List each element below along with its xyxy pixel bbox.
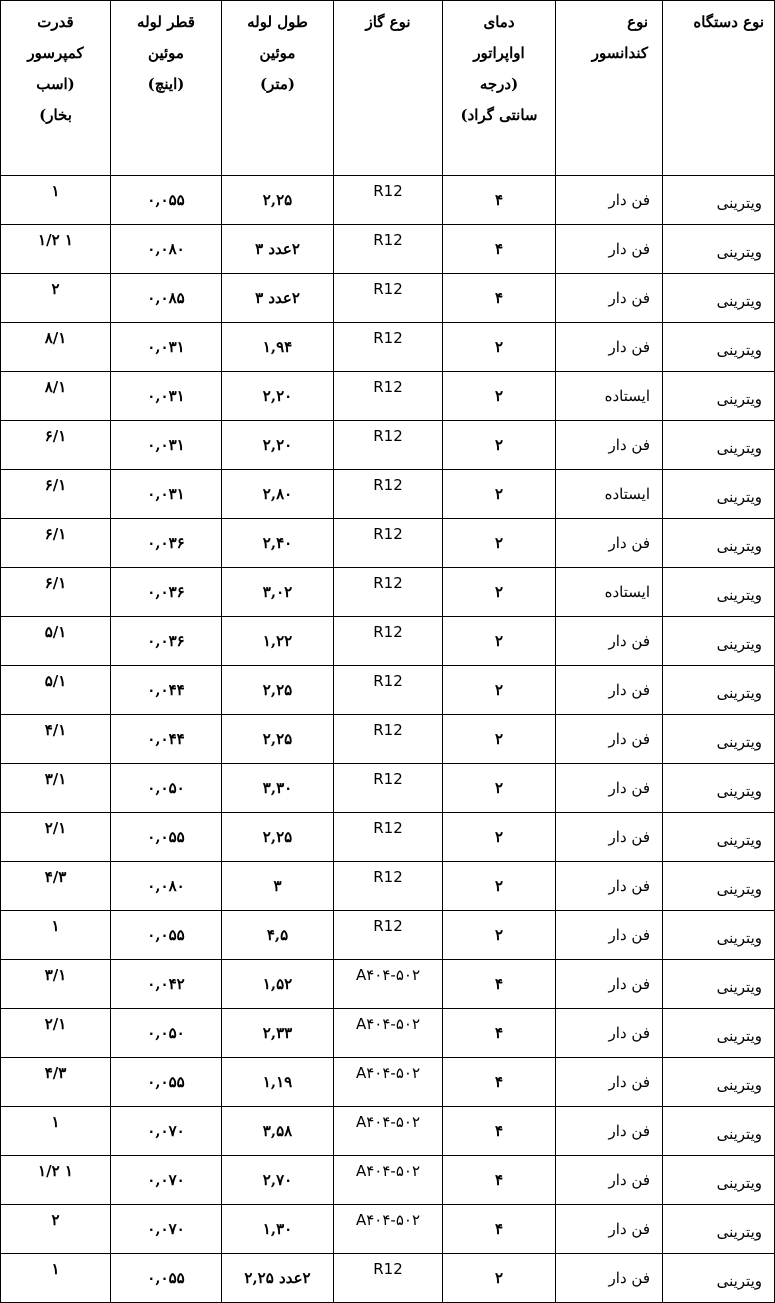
cell-compressor-power: ۵/۱ [1, 666, 111, 715]
cell-gas-type: R12 [334, 666, 443, 715]
header-line: طول لوله [247, 13, 308, 31]
cell-compressor-power: ۶/۱ [1, 470, 111, 519]
cell-device-type: ویترینی [663, 764, 775, 813]
cell-compressor-power: ۱ [1, 1107, 111, 1156]
cell-tube-diameter: ۰,۰۴۲ [111, 960, 222, 1009]
cell-compressor-power: ۴/۱ [1, 715, 111, 764]
cell-gas-type: R12 [334, 715, 443, 764]
cell-device-type: ویترینی [663, 911, 775, 960]
header-evaporator-temp [443, 1, 556, 176]
cell-compressor-power: ۴/۳ [1, 1058, 111, 1107]
cell-evaporator-temp: ۲ [443, 1254, 556, 1303]
cell-compressor-power: ۲/۱ [1, 1009, 111, 1058]
cell-device-type: ویترینی [663, 176, 775, 225]
cell-gas-type: A۴۰۴-۵۰۲ [334, 1205, 443, 1254]
table-row [1, 666, 775, 715]
cell-compressor-power: ۱ [1, 1254, 111, 1303]
cell-compressor-power: ۴/۳ [1, 862, 111, 911]
cell-compressor-power: ۸/۱ [1, 372, 111, 421]
cell-device-type: ویترینی [663, 421, 775, 470]
table-row [1, 519, 775, 568]
cell-condenser-type: فن دار [556, 666, 663, 715]
cell-compressor-power: ۱ ۱/۲ [1, 225, 111, 274]
cell-tube-length: ۱,۲۲ [222, 617, 334, 666]
cell-tube-diameter: ۰,۰۸۰ [111, 862, 222, 911]
cell-condenser-type: فن دار [556, 421, 663, 470]
table-row [1, 421, 775, 470]
cell-compressor-power: ۵/۱ [1, 617, 111, 666]
cell-condenser-type: فن دار [556, 764, 663, 813]
cell-evaporator-temp: ۴ [443, 274, 556, 323]
cell-tube-length: ۱,۱۹ [222, 1058, 334, 1107]
cell-device-type: ویترینی [663, 519, 775, 568]
cell-compressor-power: ۸/۱ [1, 323, 111, 372]
cell-device-type: ویترینی [663, 1156, 775, 1205]
cell-gas-type: A۴۰۴-۵۰۲ [334, 1156, 443, 1205]
header-line: (درجه [479, 75, 519, 93]
cell-tube-length: ۲,۷۰ [222, 1156, 334, 1205]
header-condenser-type [556, 1, 663, 176]
table-row [1, 1107, 775, 1156]
cell-compressor-power: ۳/۱ [1, 960, 111, 1009]
cell-compressor-power: ۳/۱ [1, 764, 111, 813]
cell-device-type: ویترینی [663, 960, 775, 1009]
header-line: موئین [148, 44, 184, 62]
cell-condenser-type: فن دار [556, 1058, 663, 1107]
table-row [1, 323, 775, 372]
cell-tube-length: ۳,۰۲ [222, 568, 334, 617]
cell-condenser-type: فن دار [556, 274, 663, 323]
cell-device-type: ویترینی [663, 617, 775, 666]
cell-device-type: ویترینی [663, 274, 775, 323]
cell-compressor-power: ۶/۱ [1, 568, 111, 617]
cell-device-type: ویترینی [663, 323, 775, 372]
cell-condenser-type: فن دار [556, 862, 663, 911]
cell-tube-length: ۲عدد ۲,۲۵ [222, 1254, 334, 1303]
cell-compressor-power: ۶/۱ [1, 421, 111, 470]
cell-condenser-type: ایستاده [556, 372, 663, 421]
cell-tube-diameter: ۰,۰۳۱ [111, 372, 222, 421]
cell-device-type: ویترینی [663, 1107, 775, 1156]
cell-device-type: ویترینی [663, 225, 775, 274]
header-line: قطر لوله [137, 13, 195, 31]
header-line: اواپراتور [473, 44, 525, 62]
cell-evaporator-temp: ۴ [443, 1058, 556, 1107]
cell-tube-diameter: ۰,۰۵۵ [111, 1254, 222, 1303]
cell-evaporator-temp: ۴ [443, 225, 556, 274]
cell-gas-type: R12 [334, 225, 443, 274]
header-line: بخار) [39, 106, 72, 124]
table-body [1, 176, 775, 1303]
cell-device-type: ویترینی [663, 1205, 775, 1254]
cell-tube-diameter: ۰,۰۵۰ [111, 1009, 222, 1058]
table-row [1, 1254, 775, 1303]
cell-tube-length: ۳,۳۰ [222, 764, 334, 813]
cell-compressor-power: ۲ [1, 274, 111, 323]
cell-tube-length: ۲,۲۰ [222, 372, 334, 421]
header-line: کندانسور [591, 44, 648, 62]
table-row [1, 862, 775, 911]
header-tube-diameter [111, 1, 222, 176]
cell-gas-type: A۴۰۴-۵۰۲ [334, 1058, 443, 1107]
table-row [1, 1156, 775, 1205]
cell-tube-diameter: ۰,۰۴۴ [111, 666, 222, 715]
header-line: (اسب [36, 75, 75, 93]
cell-tube-length: ۳ [222, 862, 334, 911]
cell-tube-diameter: ۰,۰۳۱ [111, 323, 222, 372]
cell-gas-type: R12 [334, 911, 443, 960]
cell-tube-length: ۲,۲۵ [222, 176, 334, 225]
cell-condenser-type: فن دار [556, 960, 663, 1009]
cell-condenser-type: فن دار [556, 1254, 663, 1303]
header-tube-length [222, 1, 334, 176]
cell-tube-length: ۱,۹۴ [222, 323, 334, 372]
cell-condenser-type: فن دار [556, 519, 663, 568]
cell-evaporator-temp: ۲ [443, 911, 556, 960]
cell-evaporator-temp: ۲ [443, 323, 556, 372]
cell-tube-length: ۲عدد ۳ [222, 225, 334, 274]
cell-tube-length: ۲,۲۵ [222, 715, 334, 764]
cell-evaporator-temp: ۲ [443, 666, 556, 715]
cell-gas-type: R12 [334, 323, 443, 372]
header-device-type [663, 1, 775, 176]
cell-tube-length: ۲,۸۰ [222, 470, 334, 519]
cell-condenser-type: فن دار [556, 1156, 663, 1205]
cell-gas-type: R12 [334, 372, 443, 421]
cell-evaporator-temp: ۴ [443, 1156, 556, 1205]
cell-evaporator-temp: ۲ [443, 519, 556, 568]
header-line: کمپرسور [27, 44, 84, 62]
cell-compressor-power: ۶/۱ [1, 519, 111, 568]
table-row [1, 617, 775, 666]
header-line: (اینچ) [147, 75, 185, 93]
cell-device-type: ویترینی [663, 1009, 775, 1058]
cell-evaporator-temp: ۴ [443, 176, 556, 225]
cell-condenser-type: فن دار [556, 176, 663, 225]
cell-compressor-power: ۲/۱ [1, 813, 111, 862]
cell-tube-length: ۱,۳۰ [222, 1205, 334, 1254]
table-row [1, 715, 775, 764]
cell-gas-type: R12 [334, 764, 443, 813]
cell-gas-type: R12 [334, 617, 443, 666]
table-row [1, 372, 775, 421]
cell-gas-type: R12 [334, 470, 443, 519]
header-gas-type [334, 1, 443, 176]
header-line: موئین [259, 44, 296, 62]
table-row [1, 1205, 775, 1254]
header-compressor-power [1, 1, 111, 176]
cell-tube-length: ۲,۳۳ [222, 1009, 334, 1058]
cell-condenser-type: فن دار [556, 1009, 663, 1058]
cell-device-type: ویترینی [663, 568, 775, 617]
cell-device-type: ویترینی [663, 470, 775, 519]
cell-tube-diameter: ۰,۰۳۱ [111, 470, 222, 519]
cell-tube-length: ۲عدد ۳ [222, 274, 334, 323]
table-row [1, 1009, 775, 1058]
cell-tube-length: ۲,۲۵ [222, 813, 334, 862]
cell-condenser-type: فن دار [556, 911, 663, 960]
table-row [1, 813, 775, 862]
cell-device-type: ویترینی [663, 372, 775, 421]
header-line: سانتی گراد) [460, 106, 538, 124]
cell-evaporator-temp: ۲ [443, 862, 556, 911]
cell-device-type: ویترینی [663, 862, 775, 911]
cell-tube-diameter: ۰,۰۵۵ [111, 1058, 222, 1107]
cell-evaporator-temp: ۴ [443, 960, 556, 1009]
cell-evaporator-temp: ۲ [443, 764, 556, 813]
cell-condenser-type: فن دار [556, 715, 663, 764]
table-row [1, 274, 775, 323]
cell-tube-diameter: ۰,۰۵۵ [111, 176, 222, 225]
cell-tube-diameter: ۰,۰۳۶ [111, 519, 222, 568]
header-row [1, 1, 775, 176]
cell-gas-type: A۴۰۴-۵۰۲ [334, 960, 443, 1009]
cell-compressor-power: ۱ [1, 176, 111, 225]
cell-evaporator-temp: ۲ [443, 568, 556, 617]
cell-tube-diameter: ۰,۰۵۵ [111, 911, 222, 960]
cell-compressor-power: ۱ [1, 911, 111, 960]
cell-tube-diameter: ۰,۰۸۰ [111, 225, 222, 274]
table-row [1, 911, 775, 960]
cell-tube-length: ۲,۲۰ [222, 421, 334, 470]
cell-tube-length: ۲,۴۰ [222, 519, 334, 568]
cell-tube-diameter: ۰,۰۷۰ [111, 1205, 222, 1254]
cell-gas-type: A۴۰۴-۵۰۲ [334, 1107, 443, 1156]
cell-gas-type: R12 [334, 421, 443, 470]
header-line: قدرت [37, 13, 74, 31]
cell-tube-length: ۲,۲۵ [222, 666, 334, 715]
header-line: (متر) [259, 75, 296, 93]
cell-tube-diameter: ۰,۰۳۶ [111, 617, 222, 666]
cell-compressor-power: ۲ [1, 1205, 111, 1254]
cell-evaporator-temp: ۲ [443, 421, 556, 470]
cell-tube-diameter: ۰,۰۴۴ [111, 715, 222, 764]
cell-device-type: ویترینی [663, 1254, 775, 1303]
cell-gas-type: R12 [334, 813, 443, 862]
cell-tube-diameter: ۰,۰۳۱ [111, 421, 222, 470]
table-row [1, 470, 775, 519]
cell-device-type: ویترینی [663, 715, 775, 764]
cell-condenser-type: فن دار [556, 617, 663, 666]
cell-condenser-type: فن دار [556, 225, 663, 274]
cell-gas-type: R12 [334, 1254, 443, 1303]
header-line: نوع [627, 13, 648, 31]
cell-tube-diameter: ۰,۰۷۰ [111, 1156, 222, 1205]
cell-gas-type: R12 [334, 568, 443, 617]
cell-condenser-type: فن دار [556, 1107, 663, 1156]
cell-evaporator-temp: ۲ [443, 470, 556, 519]
cell-gas-type: R12 [334, 519, 443, 568]
cell-tube-length: ۴,۵ [222, 911, 334, 960]
cell-tube-length: ۱,۵۲ [222, 960, 334, 1009]
cell-gas-type: R12 [334, 176, 443, 225]
cell-gas-type: A۴۰۴-۵۰۲ [334, 1009, 443, 1058]
cell-condenser-type: فن دار [556, 1205, 663, 1254]
header-line: نوع گاز [365, 13, 411, 31]
cell-tube-diameter: ۰,۰۸۵ [111, 274, 222, 323]
cell-gas-type: R12 [334, 274, 443, 323]
cell-gas-type: R12 [334, 862, 443, 911]
cell-evaporator-temp: ۲ [443, 813, 556, 862]
table-row [1, 225, 775, 274]
cell-condenser-type: فن دار [556, 813, 663, 862]
table-row [1, 960, 775, 1009]
cell-condenser-type: ایستاده [556, 470, 663, 519]
cell-evaporator-temp: ۲ [443, 715, 556, 764]
cell-device-type: ویترینی [663, 813, 775, 862]
table-row [1, 764, 775, 813]
table-row [1, 176, 775, 225]
cell-evaporator-temp: ۲ [443, 372, 556, 421]
cell-evaporator-temp: ۴ [443, 1205, 556, 1254]
cell-tube-diameter: ۰,۰۵۵ [111, 813, 222, 862]
cell-tube-length: ۳,۵۸ [222, 1107, 334, 1156]
cell-tube-diameter: ۰,۰۵۰ [111, 764, 222, 813]
cell-evaporator-temp: ۲ [443, 617, 556, 666]
cell-tube-diameter: ۰,۰۳۶ [111, 568, 222, 617]
cell-device-type: ویترینی [663, 1058, 775, 1107]
cell-condenser-type: فن دار [556, 323, 663, 372]
cell-tube-diameter: ۰,۰۷۰ [111, 1107, 222, 1156]
cell-evaporator-temp: ۴ [443, 1107, 556, 1156]
table-row [1, 568, 775, 617]
table-row [1, 1058, 775, 1107]
header-line: دمای [483, 13, 515, 31]
cell-device-type: ویترینی [663, 666, 775, 715]
cell-evaporator-temp: ۴ [443, 1009, 556, 1058]
cell-condenser-type: ایستاده [556, 568, 663, 617]
cell-compressor-power: ۱ ۱/۲ [1, 1156, 111, 1205]
header-line: نوع دستگاه [693, 13, 764, 31]
